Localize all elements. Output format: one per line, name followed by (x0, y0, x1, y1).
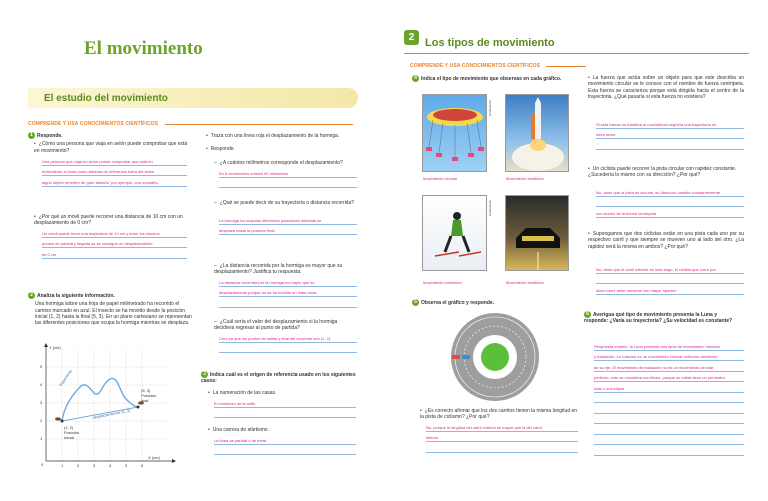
question-text: • ¿Por qué un móvil puede recorrer una distancia de 10 cm con un desplazamiento de 0 cm? (34, 214, 194, 227)
question-label: Indica el tipo de movimiento que observas en cada gráfico. (421, 75, 562, 82)
photo-caption: Movimiento rectilíneo (506, 176, 544, 181)
answer-lines-3a: El comienzo de la calle. (214, 397, 356, 418)
sports-car-image (505, 195, 569, 271)
question-5 (412, 299, 582, 306)
question-number: 3 (201, 371, 208, 378)
question-number: 5 (412, 299, 419, 306)
answer-lines-s1: En 6 centímetros existen 50 milímetros. (219, 167, 357, 188)
sub-question: – ¿Qué se puede decir de su trayectoria o distancia recorrida? (214, 200, 359, 206)
question-label: Observa el gráfico y responde. (421, 299, 495, 306)
question-text: • La numeración de las casas. (208, 390, 276, 396)
answer-lines-b1: Si esta fuerza no existiera el movimiento seguiría una trayectoria en línea recta. (596, 118, 744, 150)
photo-credit: shutterstock (488, 100, 492, 117)
answer-lines-6: Respuesta modelo: la Luna presenta dos tipos de movimiento: rotación y traslación. La rotación es un movimiento circular uniforme alrededor de su eje. El movimiento de traslación no es un movimiento circular perfecto, este se considera curvilíneo, porque su órbita tiene un perímetro más o una elipse. (594, 340, 744, 456)
title-rule (404, 53, 749, 54)
question-number: 1 (28, 132, 35, 139)
shuttle-launch-image (505, 94, 569, 172)
skier-image (422, 195, 487, 271)
carousel-image (422, 94, 487, 172)
question-text: • ¿Es correcto afirmar que los dos carritos tienen la misma longitud en la pista de ciclismo? ¿Por qué? (420, 408, 580, 421)
sub-question: – ¿A cuántos milímetros corresponde el desplazamiento? (214, 160, 359, 166)
answer-lines-5: No, porque la longitud del carril externo es mayor que la del carril interno. (426, 421, 578, 453)
section-rule (165, 124, 353, 125)
end-label: (5, 3) Posición final (141, 388, 157, 403)
cartesian-graph (28, 343, 188, 473)
answer-lines-3b: La línea de partida o de meta. (214, 434, 356, 455)
answer-lines-s4: Cero ya que los puntos de salida y final del recorrido son (1, 2). (219, 332, 357, 353)
y-tick: 2 (40, 418, 43, 423)
question-number: 2 (28, 292, 35, 299)
instruction-respond: • Responde. (206, 146, 235, 152)
question-6 (584, 311, 742, 325)
page-title: El movimiento (84, 38, 203, 59)
answer-lines-b3: No, dado que el carril exterior es más largo, el ciclista que corre por dicho carril debe moverse con mayor rapidez. (596, 263, 744, 295)
start-label: (1, 2) Posición inicial (64, 425, 80, 440)
graph-x-label: X (cm) (148, 455, 160, 460)
y-tick: 3 (40, 400, 43, 405)
chapter-badge: 2 (404, 30, 419, 45)
question-label: Analiza la siguiente información. (37, 292, 115, 299)
photo-caption: Movimiento rectilíneo (506, 280, 544, 285)
answer-lines-s2: La hormiga ha ocupado diferentes posiciones mientras se desplaza hasta la posición final. (219, 214, 357, 235)
sub-question: – ¿La distancia recorrida por la hormiga es mayor que su desplazamiento? Justifica tu respuesta. (214, 263, 359, 276)
section-header: COMPRENDE Y USA CONOCIMIENTOS CIENTÍFICOS (28, 121, 159, 127)
banner-title: El estudio del movimiento (44, 93, 168, 104)
photo-credit: shutterstock (488, 200, 492, 217)
question-text: • Supongamos que dos ciclistas están en una pista cada uno por su respectivo carril y que siempre se mueven uno al lado del otro. ¿La rapidez será la misma en ambos? ¿Por qué? (588, 231, 744, 250)
question-label: Indica cuál es el origen de referencia usado en los siguientes casos: (201, 371, 356, 385)
x-tick: 5 (125, 463, 128, 468)
section-banner (28, 88, 358, 108)
question-3 (201, 371, 359, 385)
section-header: COMPRENDE Y USA CONOCIMIENTOS CIENTÍFICOS (410, 63, 541, 69)
page-title: Los tipos de movimiento (425, 37, 555, 49)
x-tick: 2 (77, 463, 80, 468)
ant-icon (55, 417, 61, 420)
graph-y-label: Y (cm) (49, 345, 61, 350)
photo-caption: Movimiento circular (423, 176, 458, 181)
question-1 (28, 132, 193, 154)
question-2 (28, 292, 193, 327)
question-text: • La fuerza que actúa sobre un objeto para que este describa un movimiento circular se le conoce con el nombre de fuerza centrípeta. Esta fuerza se caracteriza porque está dirigida hacia el centro de la trayectoria. ¿Qué pasaría si esta fuerza no existiera? (588, 75, 744, 101)
answer-lines-s3: La distancia recorrida por la hormiga es mayor que su desplazamiento porque no se ha movido en línea recta. (219, 276, 357, 308)
section-rule (546, 66, 586, 67)
answer-lines-1a: Una persona que viaja en avión puede comprobar que está en movimiento si toma como sistema de referencia fuera del avión algún objeto terrestre de gran tamaño, por ejemplo, una montaña. (42, 155, 187, 187)
answer-lines-1b: Un móvil puede tener una trayectoria de 10 cm y tener los mismos puntos de partida y llegada ya se consigue un desplazamiento de 0 cm. (42, 227, 187, 259)
question-text: • Un ciclista puede recorrer la pista circular con rapidez constante. ¿Sucedería lo mismo con su dirección? ¿Por qué? (588, 166, 744, 179)
question-number: 6 (584, 311, 591, 318)
photo-caption: Movimiento curvilíneo (423, 280, 462, 285)
y-tick: 4 (40, 382, 43, 387)
graph-origin: 0 (41, 462, 44, 467)
sub-question: – ¿Cuál sería el valor del desplazamiento si la hormiga decidiera regresar al punto de partida? (214, 319, 359, 332)
question-text: Una hormiga sobre una hoja de papel milimetrado ha recorrido el camino marcado en azul. El insecto se ha movido desde la posición inicial (1, 2) hasta la final (5, 3). En un plano cartesiano se representan las diferentes posiciones que ocupa la hormiga mientras se desplaza. (35, 301, 192, 327)
question-text: • Una carrera de atletismo. (208, 427, 269, 433)
x-tick: 1 (61, 463, 64, 468)
question-4 (412, 75, 582, 82)
question-label: Responde. (37, 132, 63, 139)
x-tick: 4 (109, 463, 112, 468)
question-text: • ¿Cómo una persona que viaja en avión puede comprobar que está en movimiento? (34, 141, 193, 154)
question-label: Averigua qué tipo de movimiento presenta la Luna y responde: ¿Varía su trayectoria? ¿Su velocidad es constante? (584, 311, 733, 325)
x-tick: 6 (141, 463, 144, 468)
y-tick: 1 (40, 436, 43, 441)
question-number: 4 (412, 75, 419, 82)
instruction-trace: • Traza con una línea roja el desplazamiento de la hormiga. (206, 133, 356, 139)
displacement-label: desplazamiento (5, 3) (92, 407, 131, 420)
x-tick: 3 (93, 463, 96, 468)
circular-track-diagram (422, 311, 568, 403)
answer-lines-b2: No, dado que la pista es circular, su dirección cambia constantemente con acción de la fuerza centrípeta. (596, 186, 744, 218)
trajectory-label: trayectoria (58, 368, 73, 387)
y-tick: 5 (40, 364, 43, 369)
